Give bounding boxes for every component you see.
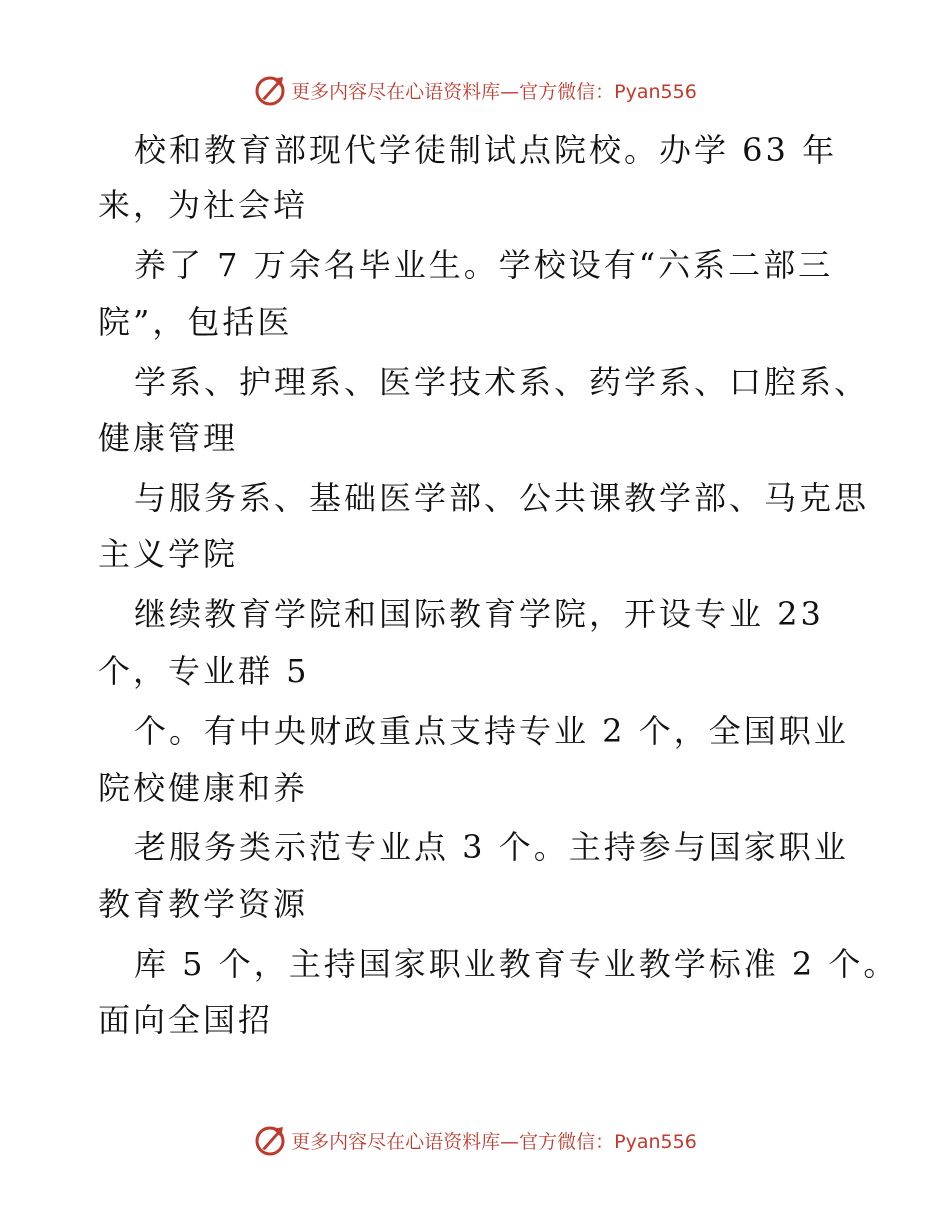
paragraph-line: 与服务系、基础医学部、公共课教学部、马克思: [134, 479, 870, 517]
footer-banner-inner: [253, 1123, 697, 1157]
quill-seal-logo-icon: [253, 1123, 287, 1157]
paragraph-line: 个，专业群 5: [98, 652, 310, 690]
paragraph-line: 养了 7 万余名毕业生。学校设有“六系二部三: [134, 246, 834, 284]
banner-text: 更多内容尽在心语资料库—官方微信：Pyan556: [291, 80, 697, 103]
paragraph-line: 院校健康和养: [98, 769, 309, 807]
quill-seal-logo-icon: [253, 73, 287, 107]
paragraph-line: 教育教学资源: [98, 885, 309, 923]
paragraph-line: 库 5 个，主持国家职业教育专业教学标准 2 个。: [134, 945, 899, 983]
header-banner: [0, 70, 950, 110]
paragraph-line: 个。有中央财政重点支持专业 2 个，全国职业: [134, 712, 849, 750]
paragraph-line: 主义学院: [98, 535, 239, 573]
paragraph-line: 学系、护理系、医学技术系、药学系、口腔系、: [134, 363, 870, 401]
paragraph-line: 面向全国招: [98, 1001, 274, 1039]
paragraph-line: 继续教育学院和国际教育学院，开设专业 23: [134, 595, 824, 633]
paragraph-line: 校和教育部现代学徒制试点院校。办学 63 年: [134, 131, 838, 169]
paragraph-line: 老服务类示范专业点 3 个。主持参与国家职业: [134, 828, 849, 866]
paragraph-line: 来，为社会培: [98, 186, 309, 224]
header-banner-inner: [253, 73, 697, 107]
banner-text: 更多内容尽在心语资料库—官方微信：Pyan556: [291, 1130, 697, 1153]
paragraph-line: 健康管理: [98, 419, 239, 457]
footer-banner: [0, 1120, 950, 1160]
paragraph-line: 院”，包括医: [98, 303, 293, 341]
